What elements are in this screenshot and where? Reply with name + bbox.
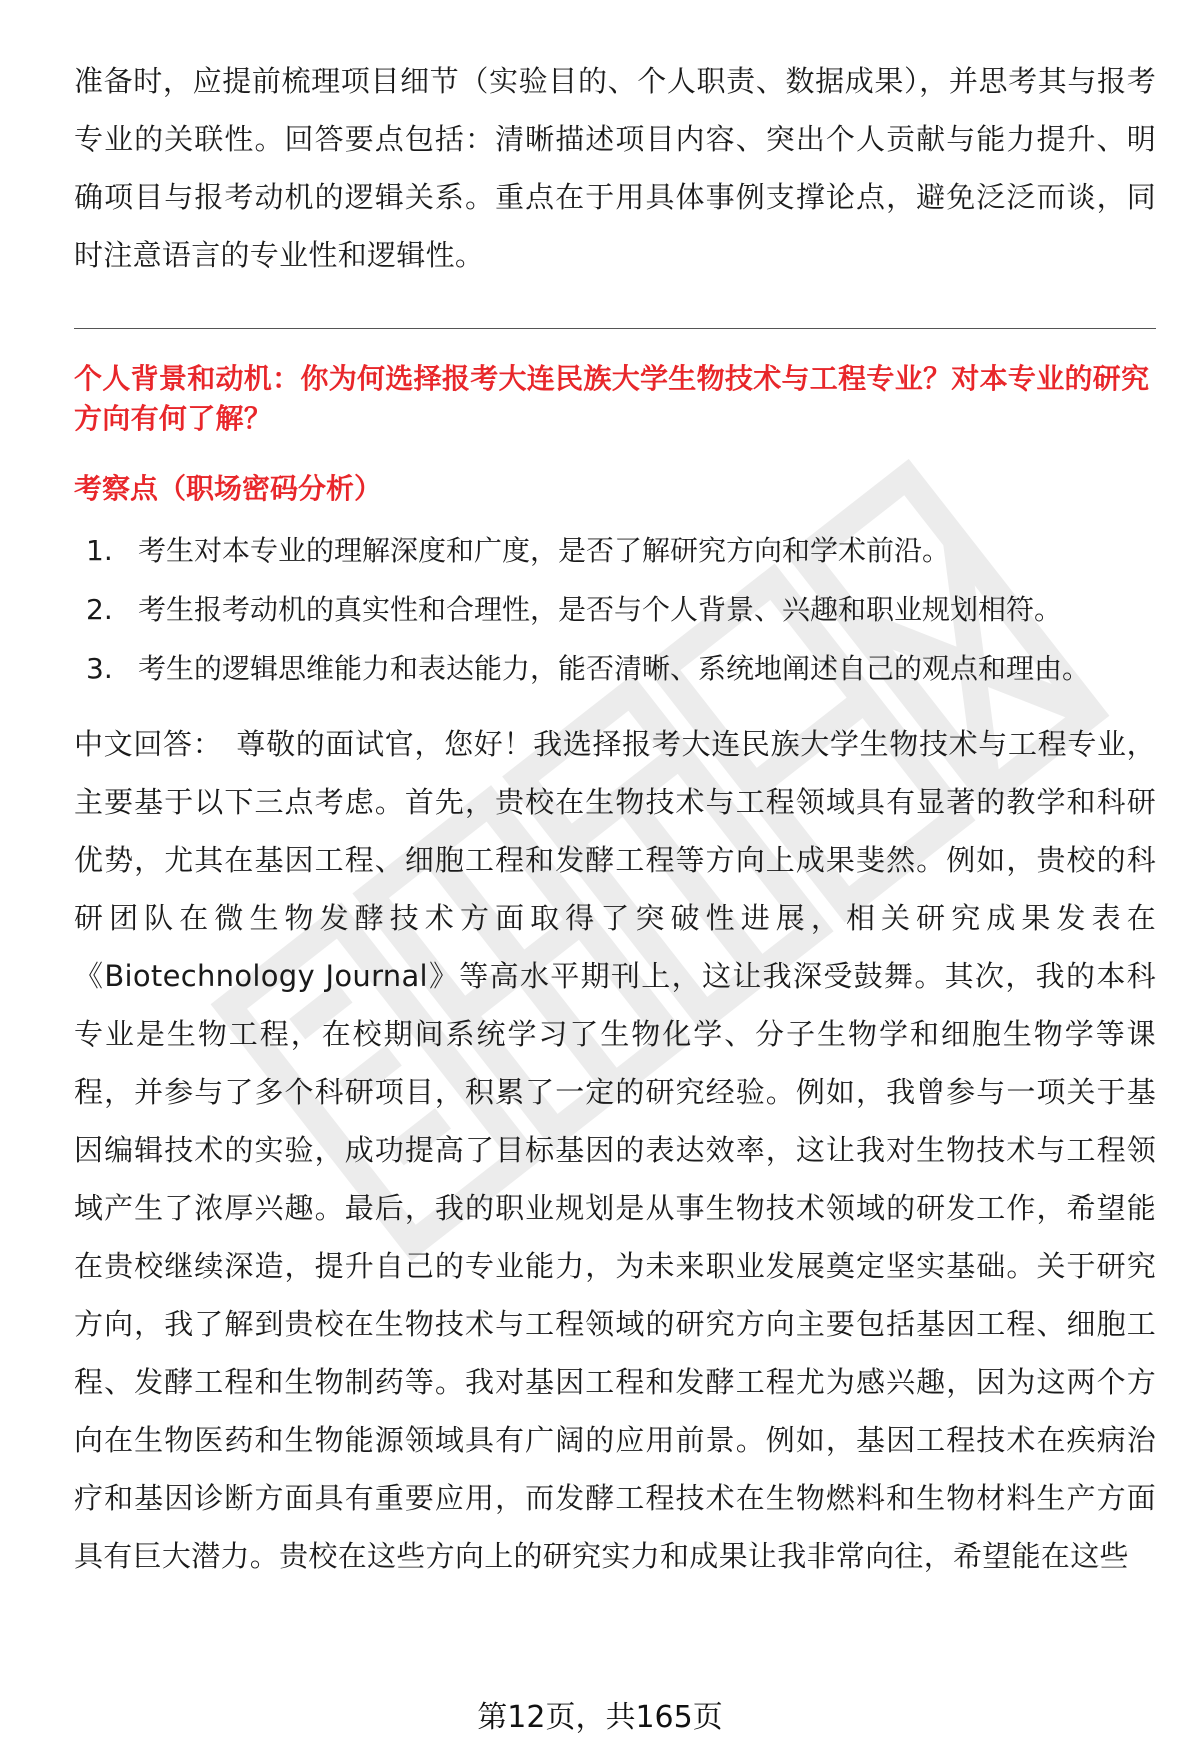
list-item-text: 考生报考动机的真实性和合理性，是否与个人背景、兴趣和职业规划相符。 xyxy=(138,593,1063,626)
section-divider xyxy=(74,328,1156,329)
assessment-points-list xyxy=(74,531,1156,689)
list-item xyxy=(74,531,1156,571)
question-heading: 个人背景和动机：你为何选择报考大连民族大学生物技术与工程专业？对本专业的研究方向有何了解？ xyxy=(74,362,1150,435)
answer-paragraph xyxy=(74,715,1156,1585)
list-item-number: 2. xyxy=(86,593,113,626)
list-item-number: 3. xyxy=(86,652,113,685)
answer-text: 尊敬的面试官，您好！我选择报考大连民族大学生物技术与工程专业，主要基于以下三点考虑。首先，贵校在生物技术与工程领域具有显著的教学和科研优势，尤其在基因工程、细胞工程和发酵工程等方向上成果斐然。例如，贵校的科研团队在微生物发酵技术方面取得了突破性进展，相关研究成果发表在《Biotechnology Journal》等高水平期刊上，这让我深受鼓舞。其次，我的本科专业是生物工程，在校期间系统学习了生物化学、分子生物学和细胞生物学等课程，并参与了多个科研项目，积累了一定的研究经验。例如，我曾参与一项关于基因编辑技术的实验，成功提高了目标基因的表达效率，这让我对生物技术与工程领域产生了浓厚兴趣。最后，我的职业规划是从事生物技术领域的研发工作，希望能在贵校继续深造，提升自己的专业能力，为未来职业发展奠定坚实基础。关于研究方向，我了解到贵校在生物技术与工程领域的研究方向主要包括基因工程、细胞工程、发酵工程和生物制药等。我对基因工程和发酵工程尤为感兴趣，因为这两个方向在生物医药和生物能源领域具有广阔的应用前景。例如，基因工程技术在疾病治疗和基因诊断方面具有重要应用，而发酵工程技术在生物燃料和生物材料生产方面具有巨大潜力。贵校在这些方向上的研究实力和成果让我非常向往，希望能在这些 xyxy=(74,727,1156,1573)
list-item-text: 考生的逻辑思维能力和表达能力，能否清晰、系统地阐述自己的观点和理由。 xyxy=(138,652,1091,685)
answer-label: 中文回答： xyxy=(74,727,223,761)
assessment-points-heading: 考察点（职场密码分析） xyxy=(74,472,383,505)
list-item-text: 考生对本专业的理解深度和广度，是否了解研究方向和学术前沿。 xyxy=(138,534,951,567)
list-item xyxy=(74,590,1156,630)
list-item-number: 1. xyxy=(86,534,113,567)
intro-paragraph: 准备时，应提前梳理项目细节（实验目的、个人职责、数据成果），并思考其与报考专业的关联性。回答要点包括：清晰描述项目内容、突出个人贡献与能力提升、明确项目与报考动机的逻辑关系。重点在于用具体事例支撑论点，避免泛泛而谈，同时注意语言的专业性和逻辑性。 xyxy=(74,64,1156,272)
document-page xyxy=(74,52,1156,1585)
page-number-footer: 第12页，共165页 xyxy=(477,1700,723,1735)
list-item xyxy=(74,649,1156,689)
